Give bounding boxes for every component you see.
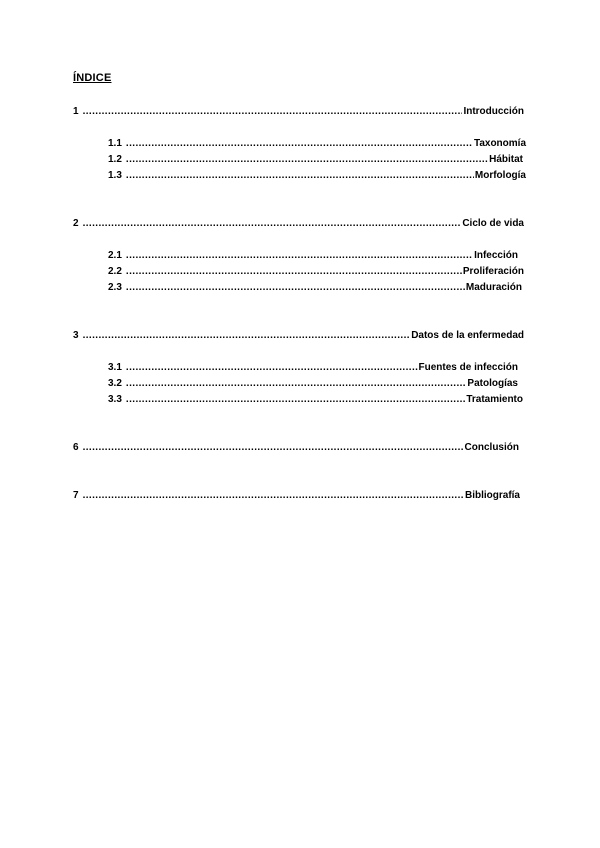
toc-entry-6 [73,441,519,455]
toc-number: 7 [73,490,79,501]
toc-leader [83,105,463,119]
toc-label: Morfología [474,170,526,181]
toc-leader [83,489,464,503]
toc-entry-1-2 [108,153,523,167]
toc-entry-1 [73,105,524,119]
toc-label: Introducción [463,106,524,117]
toc-label: Tratamiento [466,394,523,405]
index-title: ÍNDICE [73,72,112,84]
toc-entry-3-1 [108,361,518,375]
toc-number: 1.2 [108,154,122,165]
toc-label: Fuentes de infección [418,362,518,373]
toc-leader [83,441,464,455]
toc-number: 1.1 [108,138,122,149]
toc-label: Maduración [465,282,522,293]
toc-number: 6 [73,442,79,453]
toc-entry-2 [73,217,524,231]
toc-label: Bibliografía [464,490,520,501]
toc-number: 3.3 [108,394,122,405]
toc-number: 3.1 [108,362,122,373]
toc-entry-3 [73,329,524,343]
toc-leader [126,377,467,391]
toc-entry-2-3 [108,281,522,295]
toc-number: 3.2 [108,378,122,389]
toc-leader [126,281,465,295]
toc-label: Hábitat [489,154,523,165]
toc-entry-3-3 [108,393,523,407]
toc-entry-1-1 [108,137,526,151]
toc-label: Taxonomía [473,138,526,149]
toc-label: Datos de la enfermedad [411,330,524,341]
toc-number: 2.1 [108,250,122,261]
toc-label: Proliferación [462,266,524,277]
toc-leader [83,329,411,343]
toc-label: Patologías [467,378,518,389]
toc-leader [126,169,474,183]
toc-number: 2 [73,218,79,229]
toc-entry-2-2 [108,265,524,279]
toc-number: 2.2 [108,266,122,277]
toc-number: 2.3 [108,282,122,293]
toc-leader [126,265,462,279]
toc-entry-1-3 [108,169,526,183]
toc-label: Ciclo de vida [462,218,524,229]
toc-leader [126,393,465,407]
toc-number: 3 [73,330,79,341]
toc-label: Infección [474,250,518,261]
toc-entry-7 [73,489,520,503]
toc-number: 1 [73,106,79,117]
toc-leader [83,217,462,231]
toc-number: 1.3 [108,170,122,181]
toc-entry-2-1 [108,249,518,263]
toc-label: Conclusión [464,442,519,453]
toc-leader [126,153,488,167]
toc-entry-3-2 [108,377,518,391]
toc-leader [126,361,418,375]
toc-leader [126,249,473,263]
toc-leader [126,137,473,151]
